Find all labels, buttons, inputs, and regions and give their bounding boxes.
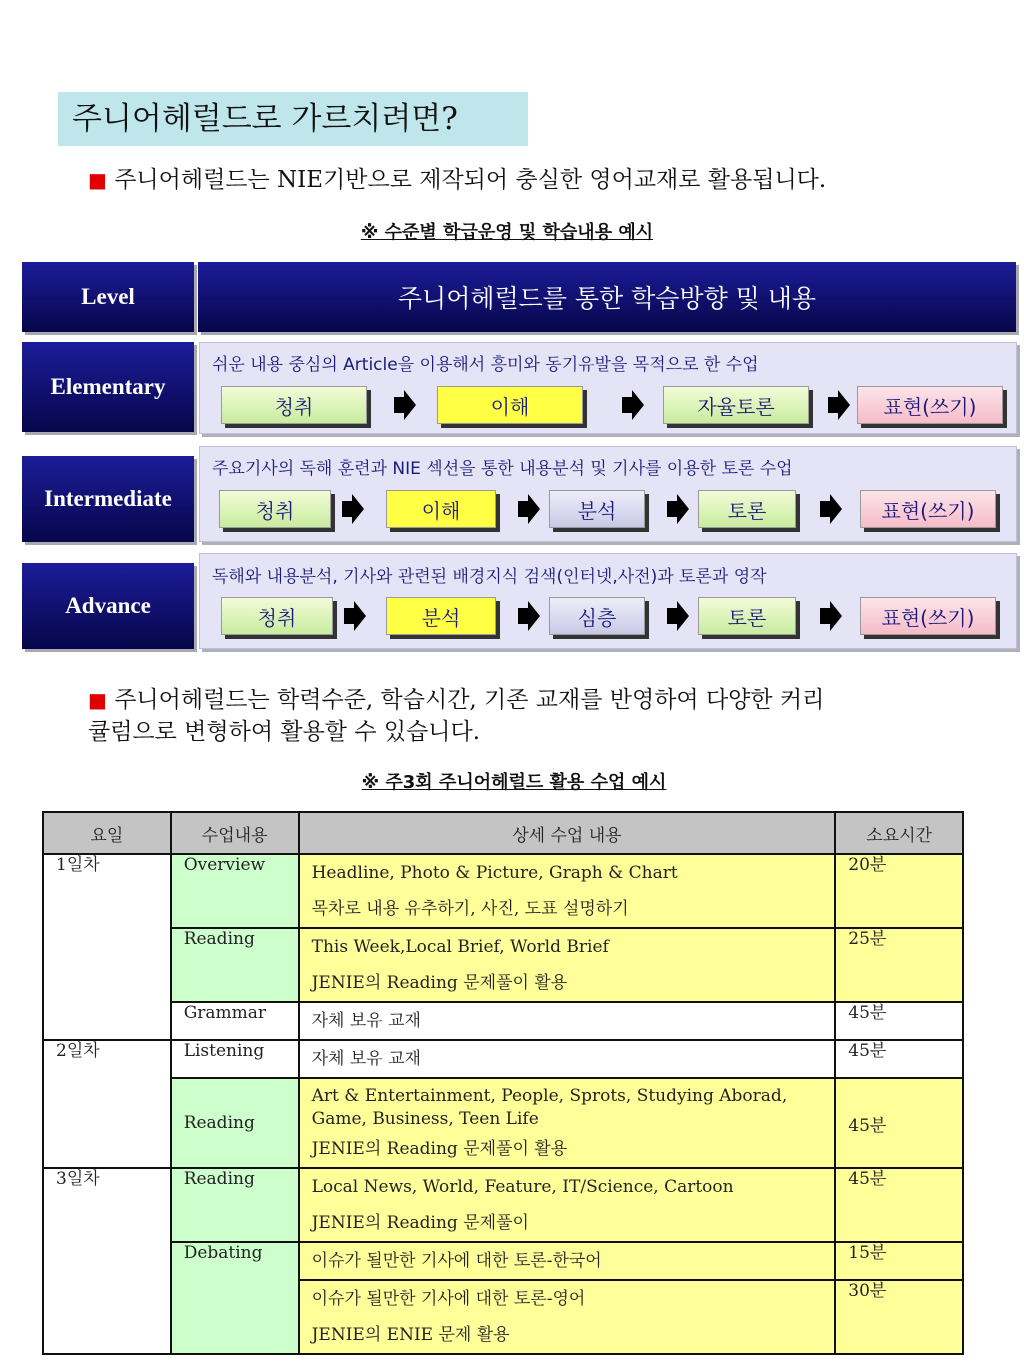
step-in-depth: 심층	[549, 597, 645, 635]
step-discussion: 토론	[698, 597, 796, 635]
subject-cell: Grammar	[171, 1002, 299, 1040]
time-cell: 20분	[835, 854, 963, 928]
schedule-heading: ※ 주3회 주니어헤럴드 활용 수업 예시	[361, 772, 667, 793]
subject-cell: Overview	[171, 854, 299, 928]
step-expression: 표현(쓰기)	[860, 490, 996, 528]
level-description-advance: 독해와 내용분석, 기사와 관련된 배경지식 검색(인터넷,사전)과 토론과 영작	[212, 567, 767, 587]
step-discussion: 토론	[698, 490, 796, 528]
detail-line: Headline, Photo & Picture, Graph & Chart	[311, 863, 678, 883]
subject-cell: Listening	[171, 1040, 299, 1078]
step-analysis: 분석	[386, 597, 496, 635]
day-cell: 1일차	[43, 854, 171, 1040]
detail-line: 이슈가 될만한 기사에 대한 토론-영어	[311, 1289, 586, 1309]
arrow-right-icon	[516, 491, 542, 527]
arrow-right-icon	[392, 387, 418, 423]
details-cell	[299, 1002, 836, 1040]
time-cell: 15분	[835, 1242, 963, 1280]
table-row	[43, 1040, 963, 1078]
detail-line: This Week,Local Brief, World Brief	[311, 937, 609, 957]
curriculum-paragraph-line1	[88, 684, 824, 716]
detail-line: 목차로 내용 유추하기, 사진, 도표 설명하기	[311, 899, 629, 919]
column-header-details: 상세 수업 내용	[299, 812, 836, 854]
time-cell: 25분	[835, 928, 963, 1002]
table-row	[43, 928, 963, 1002]
step-understanding: 이해	[437, 386, 583, 424]
level-description-intermediate: 주요기사의 독해 훈련과 NIE 섹션을 통한 내용분석 및 기사를 이용한 토론 수업	[212, 459, 793, 479]
level-cell-advance: Advance	[22, 563, 194, 649]
level-header-cell: Level	[22, 262, 194, 332]
time-cell: 45분	[835, 1168, 963, 1242]
step-analysis: 분석	[549, 490, 645, 528]
table-row	[43, 1002, 963, 1040]
column-header-subject: 수업내용	[171, 812, 299, 854]
arrow-right-icon	[665, 598, 691, 634]
subject-cell: Reading	[171, 1078, 299, 1168]
subject-cell: Reading	[171, 928, 299, 1002]
step-listening: 청취	[219, 490, 331, 528]
bullet-icon: ■	[88, 168, 107, 192]
details-cell	[299, 928, 836, 1002]
arrow-right-icon	[516, 598, 542, 634]
subject-cell: Debating	[171, 1242, 299, 1354]
table-row	[43, 1242, 963, 1280]
detail-line: JENIE의 Reading 문제풀이 활용	[311, 973, 568, 993]
page-title: 주니어헤럴드로 가르치려면?	[58, 92, 528, 146]
step-listening: 청취	[221, 597, 333, 635]
arrow-right-icon	[818, 491, 844, 527]
detail-line: Art & Entertainment, People, Sprots, Studying Aborad, Game, Business, Teen Life	[311, 1086, 788, 1129]
step-free-discussion: 자율토론	[663, 386, 809, 424]
details-cell	[299, 1040, 836, 1078]
arrow-right-icon	[342, 598, 368, 634]
step-expression: 표현(쓰기)	[857, 386, 1003, 424]
detail-line: 이슈가 될만한 기사에 대한 토론-한국어	[311, 1251, 602, 1271]
column-header-day: 요일	[43, 812, 171, 854]
curriculum-text-line1: 주니어헤럴드는 학력수준, 학습시간, 기존 교재를 반영하여 다양한 커리	[114, 687, 825, 713]
detail-line: JENIE의 Reading 문제풀이	[311, 1213, 529, 1233]
intro-text: 주니어헤럴드는 NIE기반으로 제작되어 충실한 영어교재로 활용됩니다.	[114, 167, 827, 193]
table-header-row	[43, 812, 963, 854]
detail-line: 자체 보유 교재	[311, 1011, 421, 1031]
column-header-time: 소요시간	[835, 812, 963, 854]
time-cell: 45분	[835, 1040, 963, 1078]
details-cell	[299, 1280, 836, 1354]
level-cell-intermediate: Intermediate	[22, 456, 194, 542]
level-section-heading: ※ 수준별 학급운영 및 학습내용 예시	[360, 222, 654, 243]
table-row	[43, 1168, 963, 1242]
time-cell: 45분	[835, 1002, 963, 1040]
content-header-cell: 주니어헤럴드를 통한 학습방향 및 내용	[198, 262, 1016, 332]
step-expression: 표현(쓰기)	[860, 597, 996, 635]
subject-cell: Reading	[171, 1168, 299, 1242]
time-cell: 30분	[835, 1280, 963, 1354]
table-row	[43, 854, 963, 928]
arrow-right-icon	[620, 387, 646, 423]
arrow-right-icon	[665, 491, 691, 527]
details-cell	[299, 854, 836, 928]
arrow-right-icon	[826, 387, 852, 423]
level-description-elementary: 쉬운 내용 중심의 Article을 이용해서 흥미와 동기유발을 목적으로 한 수업	[212, 355, 759, 375]
day-cell: 3일차	[43, 1168, 171, 1354]
level-cell-elementary: Elementary	[22, 342, 194, 432]
intro-paragraph	[88, 164, 826, 196]
time-cell: 45분	[835, 1078, 963, 1168]
table-row	[43, 1078, 963, 1168]
step-understanding: 이해	[386, 490, 496, 528]
arrow-right-icon	[818, 598, 844, 634]
detail-line: 자체 보유 교재	[311, 1049, 421, 1069]
details-cell	[299, 1168, 836, 1242]
details-cell	[299, 1242, 836, 1280]
bullet-icon: ■	[88, 688, 107, 712]
detail-line: Local News, World, Feature, IT/Science, Cartoon	[311, 1177, 734, 1197]
schedule-table	[42, 811, 964, 1355]
day-cell: 2일차	[43, 1040, 171, 1168]
step-listening: 청취	[221, 386, 367, 424]
arrow-right-icon	[340, 491, 366, 527]
details-cell	[299, 1078, 836, 1168]
detail-line: JENIE의 Reading 문제풀이 활용	[311, 1139, 568, 1159]
detail-line: JENIE의 ENIE 문제 활용	[311, 1325, 510, 1345]
curriculum-text-line2: 큘럼으로 변형하여 활용할 수 있습니다.	[88, 719, 481, 745]
